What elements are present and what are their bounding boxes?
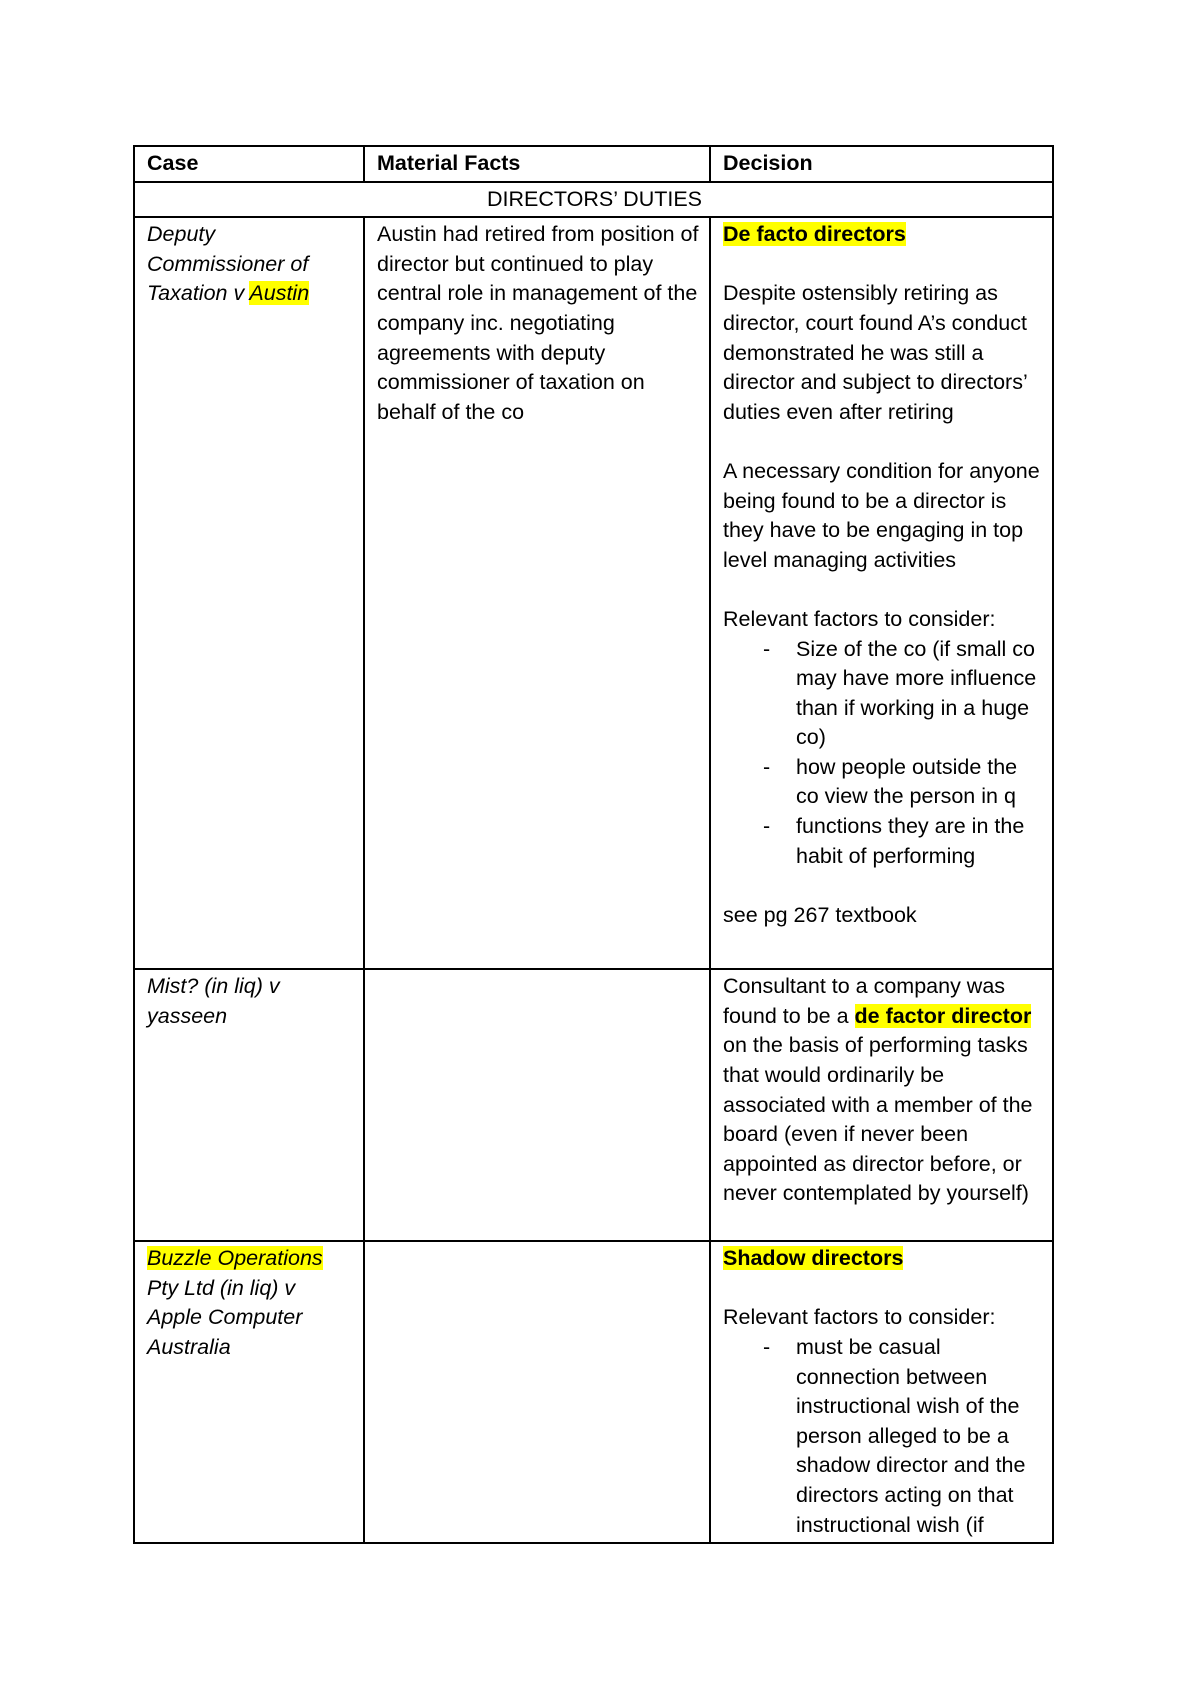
case-name: Mist? (in liq) v yasseen: [147, 974, 280, 1028]
header-material-facts: Material Facts: [364, 146, 710, 182]
factors-intro: Relevant factors to consider:: [723, 1305, 996, 1330]
factors-block: [723, 1303, 1042, 1540]
header-row: [134, 146, 1053, 182]
factors-intro: Relevant factors to consider:: [723, 606, 996, 631]
decision-cell: [710, 1241, 1053, 1543]
decision-heading: De facto directors: [723, 222, 906, 247]
table-row: [134, 1241, 1053, 1543]
facts-cell: [364, 1241, 710, 1543]
table-row: [134, 217, 1053, 969]
case-name-highlight: Austin: [249, 281, 310, 306]
facts-cell: [364, 969, 710, 1241]
decision-paragraph: A necessary condition for anyone being found to be a director is they have to be engaging in top level managing activities: [723, 458, 1040, 572]
decision-cell: [710, 969, 1053, 1241]
header-case: Case: [134, 146, 364, 182]
factors-list: [723, 635, 1042, 872]
case-cell: [134, 217, 364, 969]
decision-heading: Shadow directors: [723, 1246, 904, 1271]
decision-highlight: de factor director: [854, 1003, 1032, 1028]
decision-text: Consultant to a company was found to be a: [723, 974, 1006, 1028]
case-name: Deputy Commissioner of Taxation v: [147, 222, 309, 306]
factors-list: [723, 1333, 1042, 1540]
header-decision: Decision: [710, 146, 1053, 182]
case-cell: [134, 969, 364, 1241]
textbook-reference: see pg 267 textbook: [723, 902, 917, 927]
list-item: - how people outside the co view the person in q: [723, 753, 1042, 812]
list-item: - Size of the co (if small co may have more influence than if working in a huge co): [723, 635, 1042, 753]
case-name-highlight: Buzzle Operations: [147, 1246, 323, 1271]
decision-paragraph: Despite ostensibly retiring as director, court found A’s conduct demonstrated he was still a director and subject to directors’ duties even after retiring: [723, 281, 1027, 424]
section-title: DIRECTORS’ DUTIES: [134, 182, 1053, 218]
list-item: - functions they are in the habit of performing: [723, 812, 1042, 871]
facts-cell: Austin had retired from position of director but continued to play central role in management of the company inc. negotiating agreements with deputy commissioner of taxation on behalf of the co: [364, 217, 710, 969]
decision-text: on the basis of performing tasks that would ordinarily be associated with a member of the board (even if never been appointed as director before, or never contemplated by yourself): [723, 1033, 1033, 1206]
decision-cell: [710, 217, 1053, 969]
table-row: [134, 969, 1053, 1241]
cases-table: [133, 145, 1054, 1544]
case-name: Pty Ltd (in liq) v Apple Computer Australia: [147, 1275, 303, 1359]
factors-block: [723, 605, 1042, 871]
case-cell: [134, 1241, 364, 1543]
list-item: - must be casual connection between instructional wish of the person alleged to be a shadow director and the directors acting on that instructional wish (if: [723, 1333, 1042, 1540]
section-row: [134, 182, 1053, 218]
